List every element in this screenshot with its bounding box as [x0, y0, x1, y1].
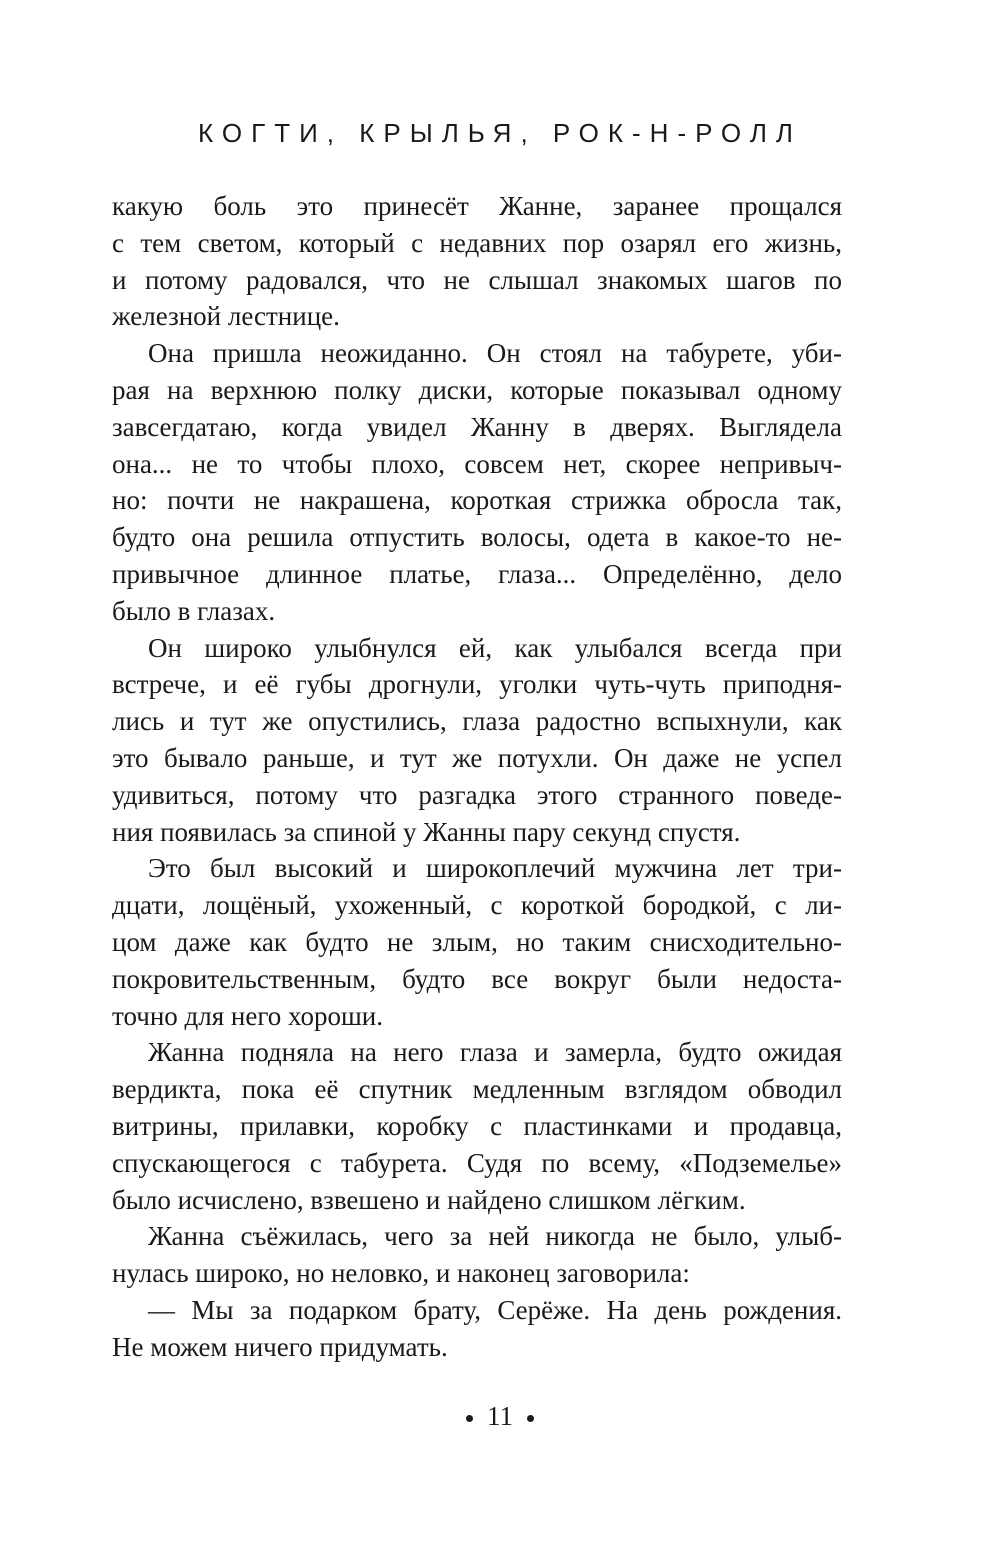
text-line: железной лестнице.	[112, 301, 340, 332]
text-line: и потому радовался, что не слышал знакомых шагов по	[112, 264, 842, 295]
page-folio	[0, 1401, 1000, 1432]
text-line: вердикта, пока её спутник медленным взглядом обводил	[112, 1074, 842, 1105]
text-line: дцати, лощёный, ухоженный, с короткой бородкой, с ли-	[112, 890, 842, 921]
text-line: было исчислено, взвешено и найдено слишком лёгким.	[112, 1184, 746, 1215]
text-line: Он широко улыбнулся ей, как улыбался всегда при	[148, 632, 842, 663]
text-line: нулась широко, но неловко, и наконец заговорила:	[112, 1258, 690, 1289]
text-line: завсегдатаю, когда увидел Жанну в дверях. Выглядела	[112, 411, 842, 442]
text-line: лись и тут же опустились, глаза радостно вспыхнули, как	[112, 706, 842, 737]
text-line: встрече, и её губы дрогнули, уголки чуть-чуть приподня-	[112, 669, 842, 700]
page-number: 11	[487, 1401, 513, 1431]
running-title: КОГТИ, КРЫЛЬЯ, РОК-Н-РОЛЛ	[198, 118, 802, 148]
text-line: витрины, прилавки, коробку с пластинками и продавца,	[112, 1110, 842, 1141]
text-line: удивиться, потому что разгадка этого странного поведе-	[112, 779, 842, 810]
text-line: какую боль это принесёт Жанне, заранее прощался	[112, 191, 842, 221]
text-line: привычное длинное платье, глаза... Определённо, дело	[112, 558, 842, 589]
bullet-icon	[466, 1415, 473, 1422]
text-line: будто она решила отпустить волосы, одета в какое-то не-	[112, 522, 842, 553]
text-line: точно для него хороши.	[112, 1000, 383, 1031]
text-line: рая на верхнюю полку диски, которые показывал одному	[112, 374, 842, 405]
body-text	[112, 188, 842, 1366]
text-line: Это был высокий и широкоплечий мужчина лет три-	[148, 853, 842, 884]
text-line: спускающегося с табурета. Судя по всему, «Подземелье»	[112, 1147, 842, 1178]
text-line: — Мы за подарком брату, Серёже. На день рождения.	[148, 1294, 842, 1325]
text-line: Жанна съёжилась, чего за ней никогда не было, улыб-	[148, 1221, 842, 1252]
text-line: Не можем ничего придумать.	[112, 1331, 448, 1362]
text-line: ния появилась за спиной у Жанны пару секунд спустя.	[112, 816, 741, 847]
text-line: покровительственным, будто все вокруг были недоста-	[112, 963, 842, 994]
text-line: Жанна подняла на него глаза и замерла, будто ожидая	[148, 1037, 842, 1068]
text-line: она... не то чтобы плохо, совсем нет, скорее непривыч-	[112, 448, 842, 479]
text-line: было в глазах.	[112, 595, 276, 626]
bullet-icon	[527, 1415, 534, 1422]
text-line: цом даже как будто не злым, но таким снисходительно-	[112, 926, 842, 957]
text-line: Она пришла неожиданно. Он стоял на табурете, уби-	[148, 338, 842, 369]
text-line: с тем светом, который с недавних пор озарял его жизнь,	[112, 227, 842, 258]
text-line: это бывало раньше, и тут же потухли. Он даже не успел	[112, 742, 842, 773]
text-line: но: почти не накрашена, короткая стрижка обросла так,	[112, 485, 842, 516]
